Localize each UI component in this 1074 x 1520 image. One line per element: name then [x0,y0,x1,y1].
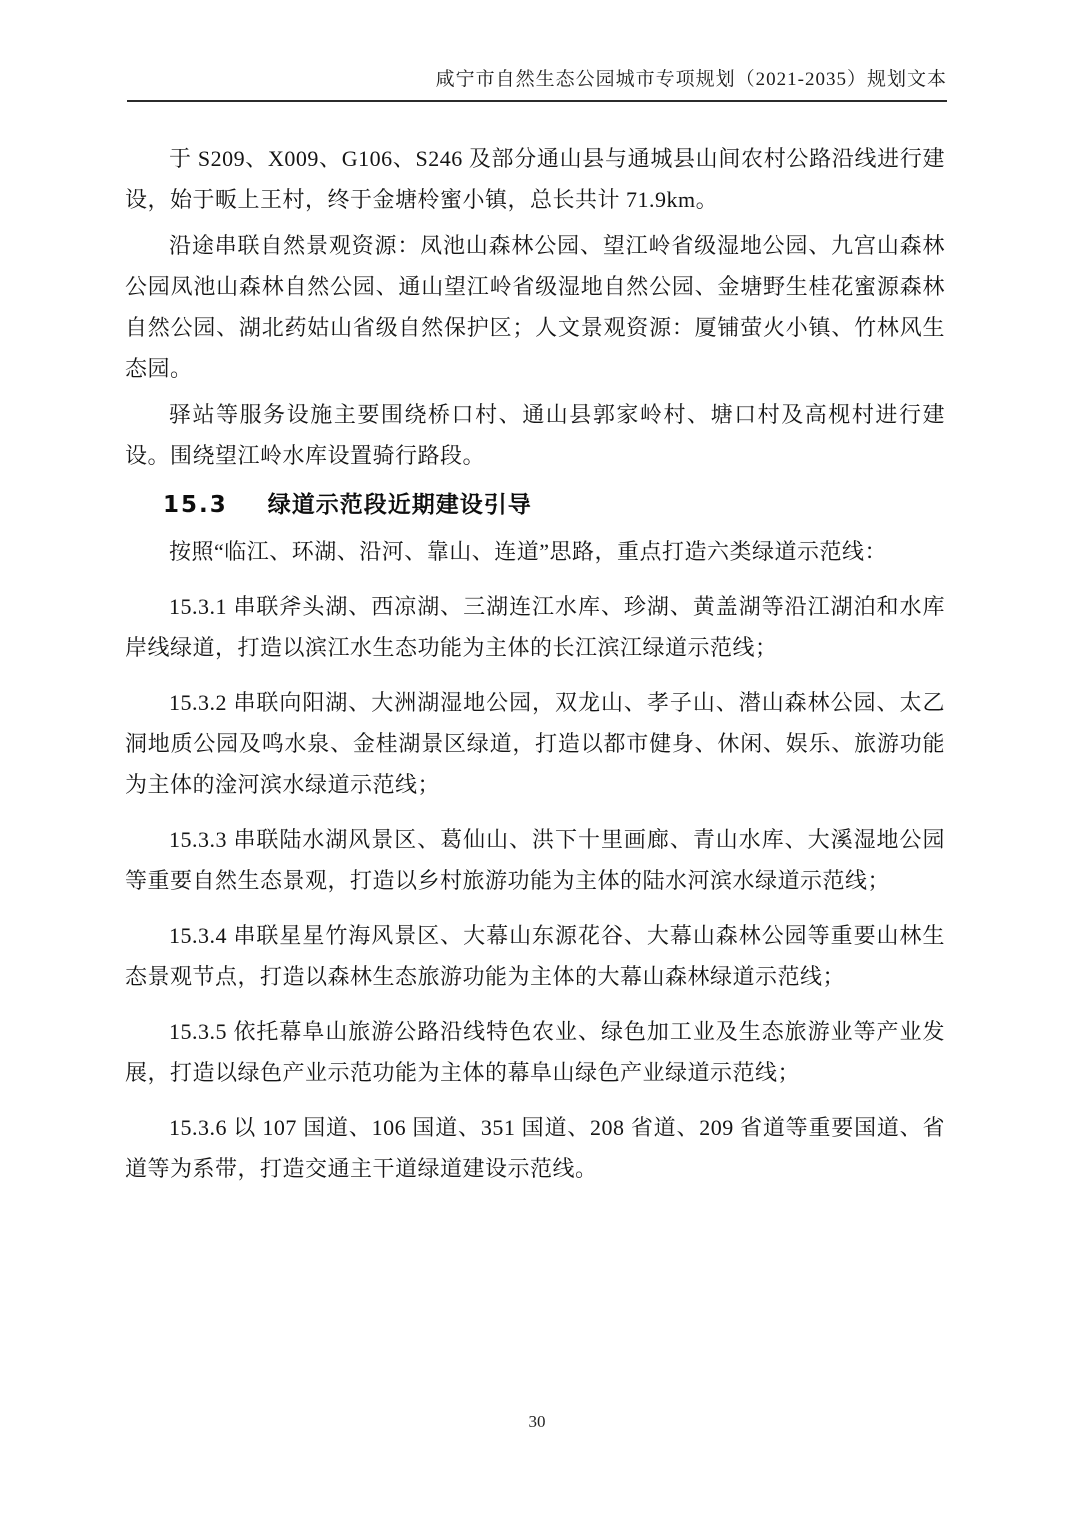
paragraph-item-15-3-3: 15.3.3 串联陆水湖风景区、葛仙山、洪下十里画廊、青山水库、大溪湿地公园等重要自然生态景观，打造以乡村旅游功能为主体的陆水河滨水绿道示范线； [125,827,945,893]
paragraph-item-15-3-4: 15.3.4 串联星星竹海风景区、大幕山东源花谷、大幕山森林公园等重要山林生态景观节点，打造以森林生态旅游功能为主体的大幕山森林绿道示范线； [125,923,945,989]
paragraph-service-stations: 驿站等服务设施主要围绕桥口村、通山县郭家岭村、塘口村及高枧村进行建设。围绕望江岭水库设置骑行路段。 [125,402,945,468]
document-body [125,133,945,1189]
paragraph-greenway-route: 于 S209、X009、G106、S246 及部分通山县与通城县山间农村公路沿线进行建设，始于畈上王村，终于金塘柃蜜小镇，总长共计 71.9km。 [125,146,945,212]
paragraph-item-15-3-1: 15.3.1 串联斧头湖、西凉湖、三湖连江水库、珍湖、黄盖湖等沿江湖泊和水库岸线绿道，打造以滨江水生态功能为主体的长江滨江绿道示范线； [125,594,945,660]
paragraph-scenic-resources: 沿途串联自然景观资源：凤池山森林公园、望江岭省级湿地公园、九宫山森林公园凤池山森林自然公园、通山望江岭省级湿地自然公园、金塘野生桂花蜜源森林自然公园、湖北药姑山省级自然保护区；人文景观资源：厦铺萤火小镇、竹林风生态园。 [125,233,945,381]
paragraph-item-15-3-6: 15.3.6 以 107 国道、106 国道、351 国道、208 省道、209 省道等重要国道、省道等为系带，打造交通主干道绿道建设示范线。 [125,1115,945,1181]
paragraph-item-15-3-2: 15.3.2 串联向阳湖、大洲湖湿地公园，双龙山、孝子山、潜山森林公园、太乙洞地质公园及鸣水泉、金桂湖景区绿道，打造以都市健身、休闲、娱乐、旅游功能为主体的淦河滨水绿道示范线； [125,690,945,797]
section-number: 15.3 [163,492,228,518]
page-header [127,64,947,102]
paragraph-item-15-3-5: 15.3.5 依托幕阜山旅游公路沿线特色农业、绿色加工业及生态旅游业等产业发展，打造以绿色产业示范功能为主体的幕阜山绿色产业绿道示范线； [125,1019,945,1085]
paragraph-intro-six-lines: 按照“临江、环湖、沿河、靠山、连道”思路，重点打造六类绿道示范线： [169,539,888,564]
header-title: 咸宁市自然生态公园城市专项规划（2021-2035）规划文本 [435,69,947,90]
section-heading [125,485,945,526]
section-title: 绿道示范段近期建设引导 [267,492,532,518]
page-number: 30 [528,1412,546,1431]
